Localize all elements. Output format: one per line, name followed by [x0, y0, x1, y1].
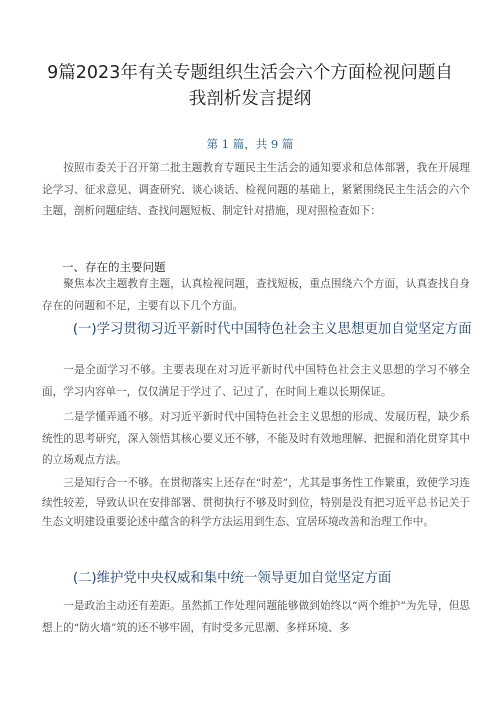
- section-heading: 一、存在的主要问题: [62, 260, 166, 274]
- body-paragraph: 一是政治主动还有差距。虽然抓工作处理问题能够做到始终以“两个维护”为先导，但思想上的“防火墙”筑的还不够牢固，有时受多元思潮、多样环境、多: [42, 600, 470, 634]
- document-title: 9篇2023年有关专题组织生活会六个方面检视问题自我剖析发言提纲: [47, 63, 453, 109]
- page-indicator: 第 1 篇，共 9 篇: [206, 137, 294, 151]
- body-paragraph: 一是全面学习不够。主要表现在对习近平新时代中国特色社会主义思想的学习不够全面，学习内容单一，仅仅满足于学过了、记过了，在时间上难以长期保证。: [42, 364, 470, 398]
- intro-paragraph: 按照市委关于召开第二批主题教育专题民主生活会的通知要求和总体部署，我在开展理论学习、征求意见、调查研究、谈心谈话、检视问题的基础上，紧紧围绕民主生活会的六个主题，剖析问题症结、查找问题短板、制定针对措施，现对照检查如下：: [42, 162, 470, 217]
- subsection-heading: (二)维护党中央权威和集中统一领导更加自觉坚定方面: [72, 571, 392, 586]
- body-paragraph: 二是学懂弄通不够。对习近平新时代中国特色社会主义思想的形成、发展历程，缺少系统性的思考研究，深入领悟其核心要义还不够，不能及时有效地理解、把握和消化贯穿其中的立场观点方法。: [42, 411, 470, 466]
- section-paragraph: 聚焦本次主题教育主题，认真检视问题，查找短板，重点围绕六个方面，认真查找自身存在的问题和不足，主要有以下几个方面。: [42, 278, 470, 312]
- subsection-heading: (一)学习贯彻习近平新时代中国特色社会主义思想更加自觉坚定方面: [72, 322, 472, 337]
- body-paragraph: 三是知行合一不够。在贯彻落实上还存在“时差”，尤其是事务性工作繁重，致使学习连续性较差，导致认识在安排部署、贯彻执行不够及时到位，特别是没有把习近平总书记关于生态文明建设重要论述中蕴含的科学方法运用到生态、宜居环境改善和治理工作中。: [42, 477, 470, 528]
